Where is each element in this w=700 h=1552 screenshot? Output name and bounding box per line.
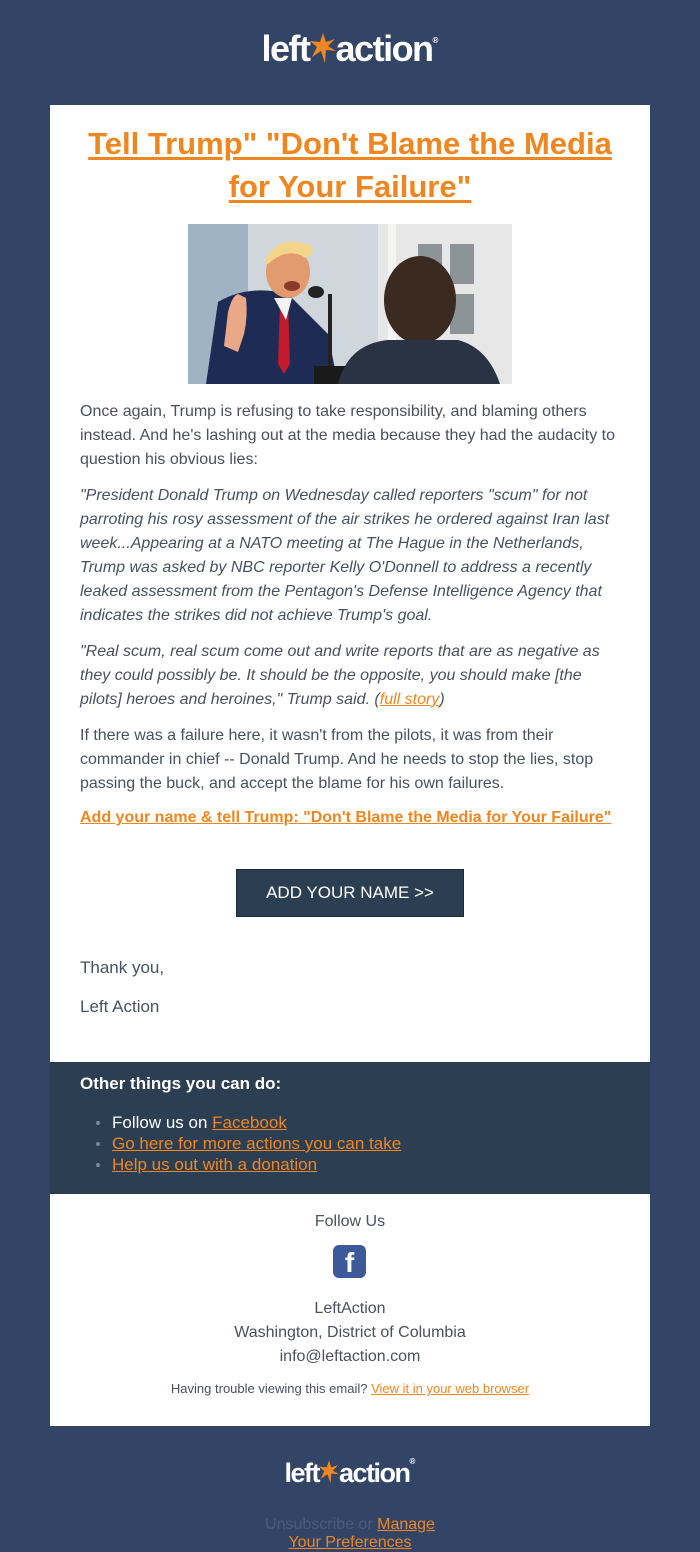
logo-text-left: left bbox=[284, 1458, 320, 1488]
org-name: LeftAction bbox=[314, 1300, 386, 1317]
registered-mark: ® bbox=[409, 1457, 416, 1466]
facebook-glyph: f bbox=[344, 1247, 355, 1278]
donation-link[interactable]: Help us out with a donation bbox=[112, 1155, 318, 1174]
manage-preferences-link-1[interactable]: Manage bbox=[377, 1516, 435, 1533]
logo-text-right: action bbox=[339, 1458, 410, 1488]
thank-you-text: Thank you, bbox=[80, 958, 165, 977]
quote-text-2 bbox=[80, 640, 620, 712]
starburst-icon bbox=[310, 30, 336, 72]
logo-text-right: action bbox=[335, 28, 433, 69]
quote-text-2-body: "Real scum, real scum come out and write reports that are as negative as they could possibly be. It should be the opposite, you should make [the pilots] heroes and heroines," Trump said. ( bbox=[80, 643, 600, 708]
email-footer bbox=[50, 1194, 650, 1426]
other-actions-heading: Other things you can do: bbox=[80, 1074, 282, 1093]
trump-press-photo bbox=[188, 224, 512, 384]
list-item bbox=[112, 1154, 401, 1175]
logo-text-left: left bbox=[261, 28, 310, 69]
manage-preferences-link-2[interactable]: Your Preferences bbox=[288, 1534, 412, 1551]
leftaction-logo bbox=[0, 28, 700, 72]
trouble-viewing bbox=[50, 1381, 650, 1396]
quote-text-1: "President Donald Trump on Wednesday called reporters "scum" for not parroting his rosy assessment of the air strikes he ordered against Iran last week...Appearing at a NATO meeting at The Hague in the Netherlands, Trump was asked by NBC reporter Kelly O'Donnell to address a recently leaked assessment from the Pentagon's Defense Intelligence Agency that indicates the strikes did not achieve Trump's goal. bbox=[80, 487, 610, 624]
other-actions-panel bbox=[50, 1062, 650, 1194]
quote-text-2-end: ) bbox=[439, 691, 445, 708]
petition-title[interactable]: Tell Trump" "Don't Blame the Media for Your Failure" bbox=[88, 126, 612, 204]
unsubscribe-link[interactable]: Unsubscribe bbox=[265, 1516, 354, 1533]
starburst-icon bbox=[319, 1460, 339, 1491]
or-text: or bbox=[353, 1516, 378, 1533]
more-actions-link[interactable]: Go here for more actions you can take bbox=[112, 1134, 402, 1153]
registered-mark: ® bbox=[432, 36, 439, 45]
closing-paragraph bbox=[80, 724, 620, 796]
facebook-icon[interactable] bbox=[333, 1245, 366, 1278]
signoff-text: Left Action bbox=[80, 997, 160, 1016]
follow-us-text: Follow us on bbox=[112, 1113, 213, 1132]
facebook-link[interactable]: Facebook bbox=[212, 1113, 287, 1132]
follow-us-label: Follow Us bbox=[314, 1213, 386, 1230]
unsubscribe-line bbox=[0, 1516, 700, 1552]
email-content-card bbox=[50, 105, 650, 1062]
full-story-link[interactable]: full story bbox=[379, 691, 440, 708]
trouble-text: Having trouble viewing this email? bbox=[170, 1381, 372, 1396]
intro-text: Once again, Trump is refusing to take responsibility, and blaming others instead. And he's lashing out at the media because they had the audacity to question his obvious lies: bbox=[80, 403, 615, 468]
view-in-browser-link[interactable]: View it in your web browser bbox=[371, 1381, 530, 1396]
list-item bbox=[112, 1133, 401, 1154]
intro-paragraph bbox=[80, 400, 620, 472]
other-actions-list bbox=[112, 1112, 401, 1175]
list-item bbox=[112, 1112, 401, 1133]
add-name-cta-link[interactable]: Add your name & tell Trump: "Don't Blame the Media for Your Failure" bbox=[80, 809, 612, 826]
closing-text: If there was a failure here, it wasn't from the pilots, it was from their commander in chief -- Donald Trump. And he needs to stop the lies, stop passing the buck, and accept the blame for his own failures. bbox=[80, 727, 594, 792]
org-email[interactable]: info@leftaction.com bbox=[279, 1348, 421, 1365]
leftaction-logo-bottom bbox=[0, 1457, 700, 1491]
add-your-name-button[interactable]: ADD YOUR NAME >> bbox=[236, 869, 464, 917]
quote-paragraph-2 bbox=[80, 640, 620, 712]
org-info bbox=[50, 1297, 650, 1369]
org-location: Washington, District of Columbia bbox=[234, 1324, 466, 1341]
quote-paragraph-1 bbox=[80, 484, 620, 628]
